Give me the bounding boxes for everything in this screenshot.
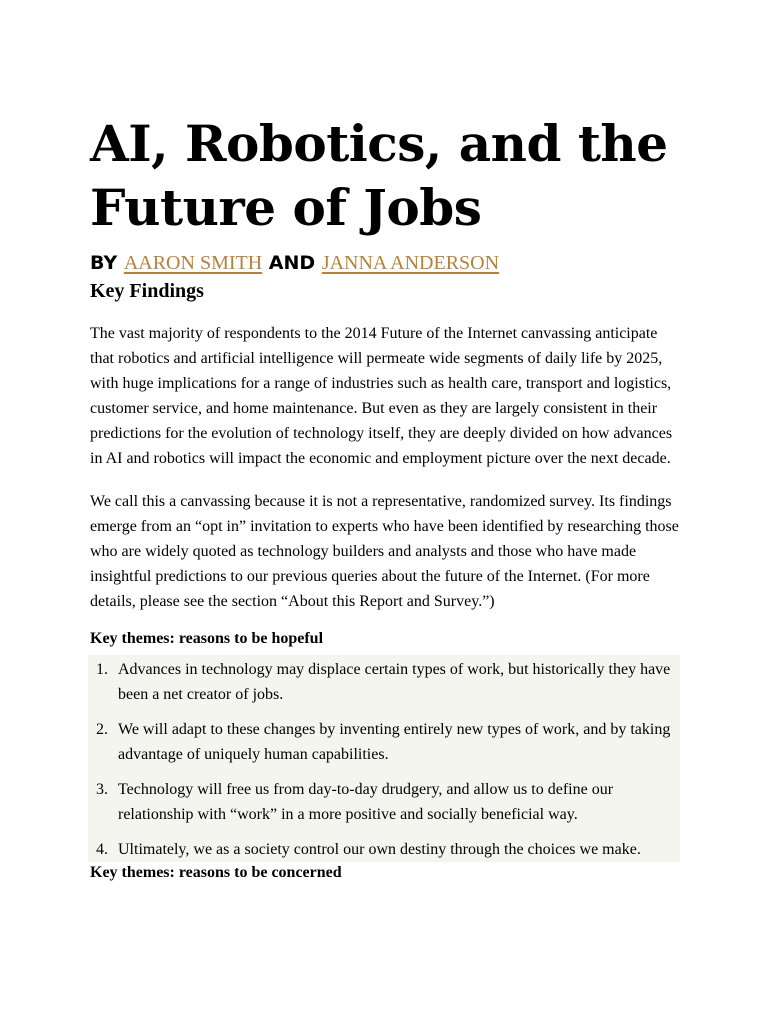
byline-by: BY: [90, 252, 118, 274]
hopeful-themes-heading: Key themes: reasons to be hopeful: [90, 630, 324, 647]
concerned-themes-heading: Key themes: reasons to be concerned: [90, 864, 342, 881]
list-number: 3.: [96, 781, 108, 798]
byline: [90, 250, 680, 276]
list-item-text: We will adapt to these changes by inventing entirely new types of work, and by taking advantage of uniquely human capabilities.: [118, 721, 671, 763]
list-item: [88, 657, 680, 707]
list-item: [88, 777, 680, 827]
article-title: AI, Robotics, and the Future of Jobs: [90, 114, 668, 237]
list-item: [88, 837, 680, 862]
list-number: 2.: [96, 721, 108, 738]
paragraph: We call this a canvassing because it is not a representative, randomized survey. Its findings emerge from an “opt in” invitation to experts who have been identified by researching those who are widely quoted as technology builders and analysts and those who have made insightful predictions to our previous queries about the future of the Internet. (For more details, please see the section “About this Report and Survey.”): [90, 493, 679, 610]
hopeful-themes-box: [88, 655, 680, 862]
section-title: Key Findings: [90, 280, 204, 302]
author-link-janna-anderson[interactable]: JANNA ANDERSON: [321, 252, 500, 274]
list-item: [88, 717, 680, 767]
list-item-text: Ultimately, we as a society control our own destiny through the choices we make.: [118, 841, 641, 858]
byline-and: AND: [268, 252, 316, 274]
list-item-text: Technology will free us from day-to-day drudgery, and allow us to define our relationship with “work” in a more positive and socially beneficial way.: [118, 781, 614, 823]
hopeful-themes-list: [88, 657, 680, 862]
list-number: 1.: [96, 661, 108, 678]
article: [90, 112, 680, 884]
list-item-text: Advances in technology may displace certain types of work, but historically they have been a net creator of jobs.: [118, 661, 671, 703]
paragraph: The vast majority of respondents to the 2014 Future of the Internet canvassing anticipate that robotics and artificial intelligence will permeate wide segments of daily life by 2025, with huge implications for a range of industries such as health care, transport and logistics, customer service, and home maintenance. But even as they are largely consistent in their predictions for the evolution of technology itself, they are deeply divided on how advances in AI and robotics will impact the economic and employment picture over the next decade.: [90, 325, 673, 467]
author-link-aaron-smith[interactable]: AARON SMITH: [123, 252, 263, 274]
list-number: 4.: [96, 841, 108, 858]
